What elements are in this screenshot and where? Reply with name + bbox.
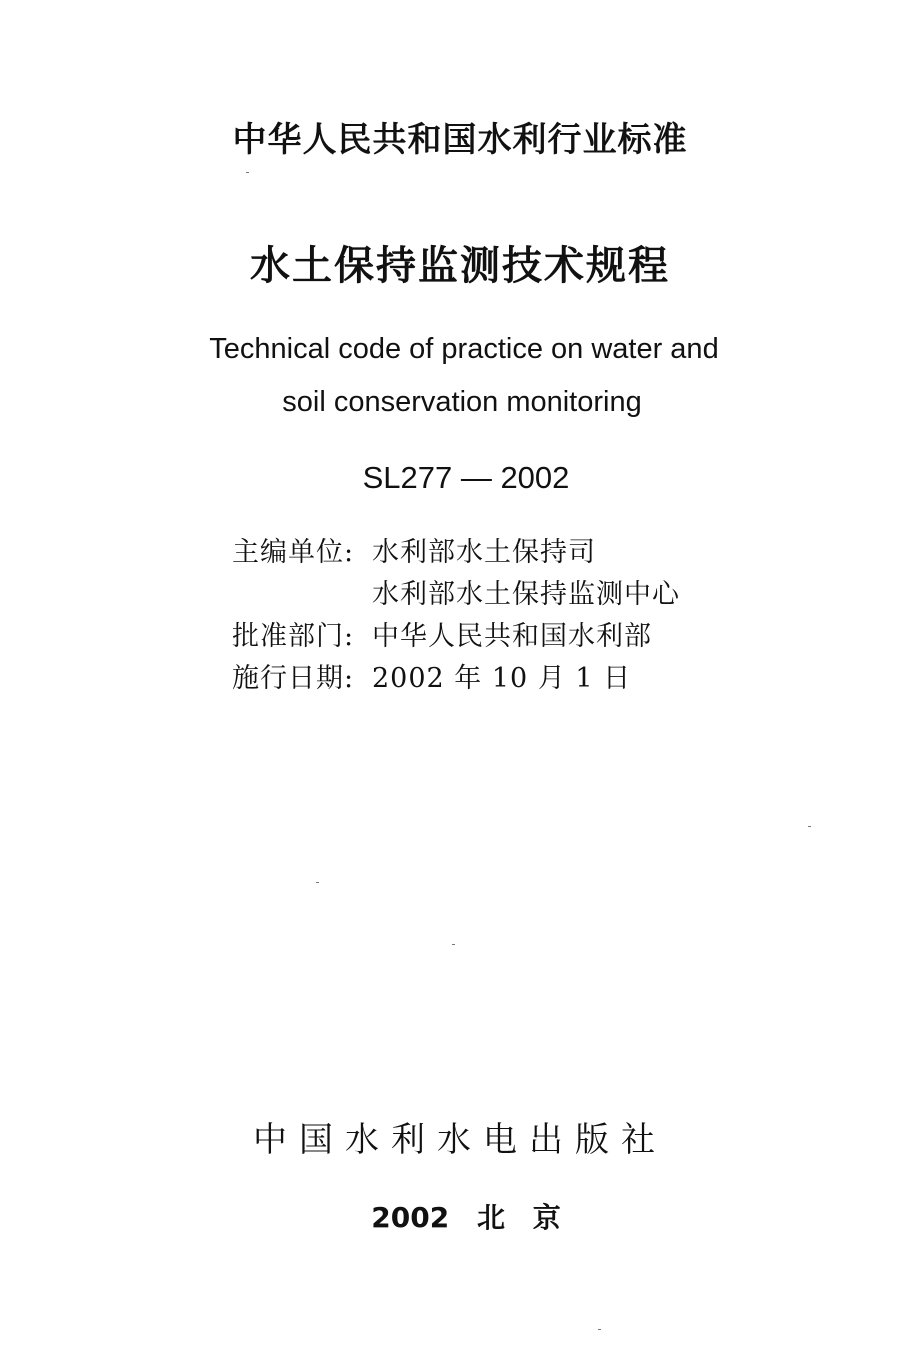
- scan-speck: [316, 882, 319, 883]
- approval-value: 中华人民共和国水利部: [372, 621, 652, 652]
- effective-date-value: 2002 年 10 月 1 日: [372, 663, 632, 694]
- editor-row-2: [232, 574, 680, 616]
- publication-info: [232, 532, 680, 700]
- scan-speck: [808, 826, 811, 827]
- standard-code: SL277 — 2002: [362, 460, 570, 495]
- effective-date-row: [232, 658, 680, 700]
- approval-label: 批准部门:: [232, 621, 355, 652]
- effective-date-label: 施行日期:: [232, 663, 355, 694]
- editor-label-spacer: [232, 574, 372, 616]
- standard-series-title: 中华人民共和国水利行业标准: [232, 120, 688, 160]
- publication-year-place: 2002 北 京: [371, 1201, 561, 1234]
- document-title-english-line2: soil conservation monitoring: [282, 386, 642, 418]
- scan-speck: [246, 172, 249, 173]
- approval-row: [232, 616, 680, 658]
- editor-row: [232, 532, 680, 574]
- editor-label: 主编单位:: [232, 537, 355, 568]
- scan-speck: [598, 1329, 601, 1330]
- editor-value-2: 水利部水土保持监测中心: [372, 579, 680, 610]
- editor-value-1: 水利部水土保持司: [372, 537, 596, 568]
- document-title-chinese: 水土保持监测技术规程: [250, 243, 670, 289]
- scan-speck: [452, 944, 455, 945]
- document-title-english-line1: Technical code of practice on water and: [209, 333, 719, 365]
- publisher-name: 中国水利水电出版社: [253, 1120, 667, 1160]
